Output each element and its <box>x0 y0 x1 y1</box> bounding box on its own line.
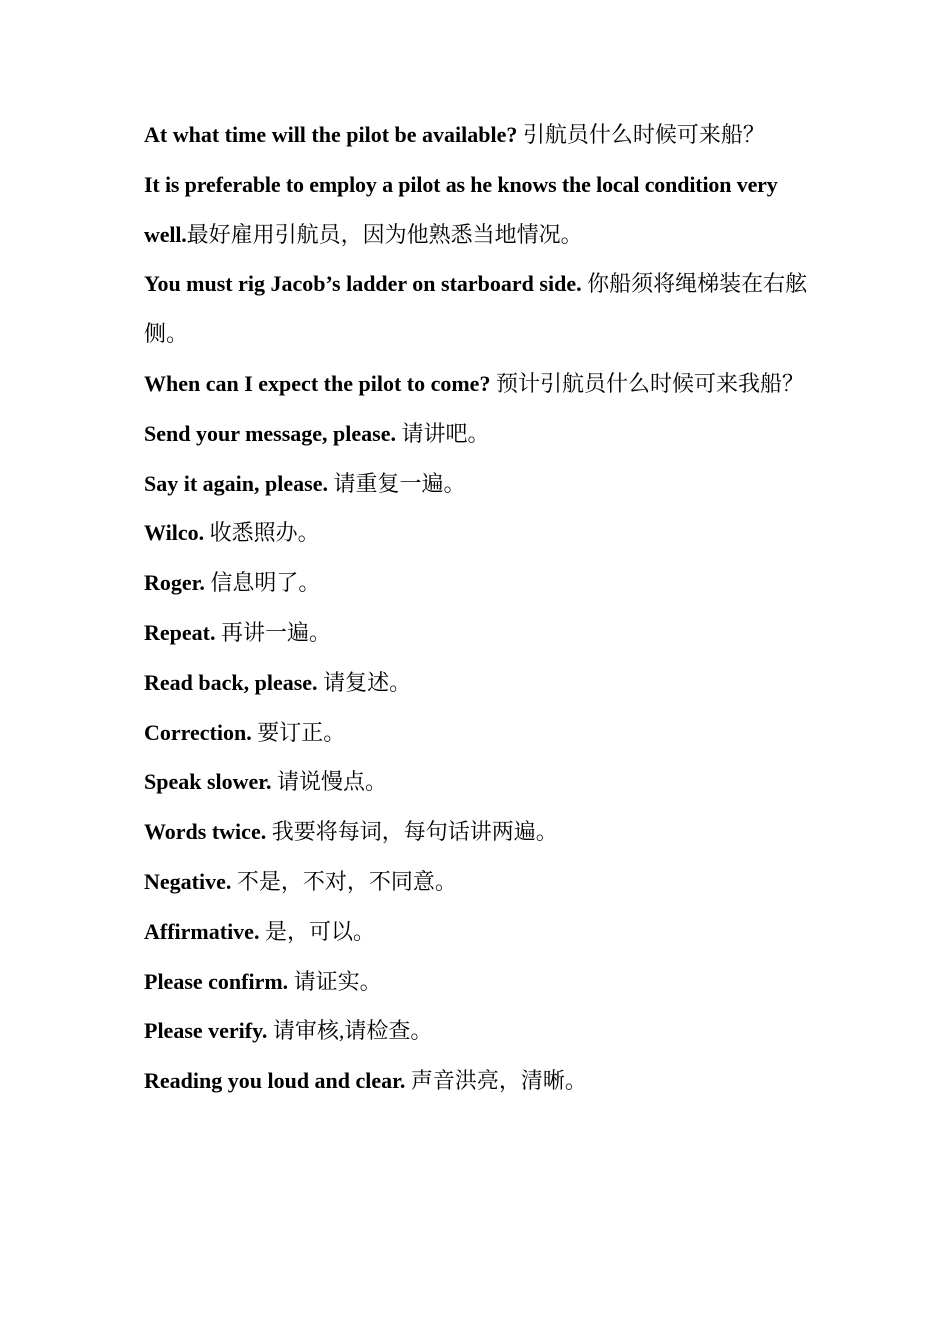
chinese-translation: 请审核,请检查。 <box>267 1018 433 1044</box>
english-phrase: It is preferable to employ a pilot as he knows the local condition very well. <box>144 171 778 247</box>
phrase-entry <box>144 857 812 907</box>
phrase-entry <box>144 658 812 708</box>
english-phrase: Please confirm. <box>144 968 289 994</box>
chinese-translation: 你船须将绳梯装在右舷侧。 <box>144 271 808 347</box>
english-phrase: Send your message, please. <box>144 420 396 446</box>
chinese-translation: 不是，不对，不同意。 <box>231 868 457 894</box>
phrase-list <box>144 110 812 1106</box>
phrase-entry <box>144 259 812 359</box>
english-phrase: Repeat. <box>144 619 216 645</box>
chinese-translation: 引航员什么时候可来船？ <box>517 122 765 147</box>
chinese-translation: 要订正。 <box>251 719 346 745</box>
phrase-entry <box>144 807 812 857</box>
chinese-translation: 请重复一遍。 <box>327 470 466 496</box>
english-phrase: Roger. <box>144 570 205 596</box>
phrase-entry <box>144 160 812 260</box>
english-phrase: Say it again, please. <box>144 470 328 496</box>
english-phrase: You must rig Jacob’s ladder on starboard side. <box>144 271 582 297</box>
chinese-translation: 最好雇用引航员，因为他熟悉当地情况。 <box>186 221 583 247</box>
phrase-entry <box>144 1006 812 1056</box>
english-phrase: Please verify. <box>144 1018 268 1044</box>
chinese-translation: 再讲一遍。 <box>215 619 331 645</box>
english-phrase: Words twice. <box>144 819 267 845</box>
phrase-entry <box>144 608 812 658</box>
chinese-translation: 请复述。 <box>317 669 412 695</box>
english-phrase: Speak slower. <box>144 769 272 795</box>
phrase-entry <box>144 907 812 957</box>
chinese-translation: 我要将每词，每句话讲两遍。 <box>266 819 558 845</box>
chinese-translation: 请说慢点。 <box>271 769 388 795</box>
english-phrase: Wilco. <box>144 520 205 546</box>
phrase-entry <box>144 757 812 807</box>
chinese-translation: 请证实。 <box>288 968 382 994</box>
chinese-translation: 信息明了。 <box>204 570 321 596</box>
english-phrase: Reading you loud and clear. <box>144 1068 406 1094</box>
english-phrase: Correction. <box>144 719 252 745</box>
phrase-entry <box>144 459 812 509</box>
chinese-translation: 收悉照办。 <box>204 520 320 546</box>
english-phrase: Read back, please. <box>144 669 318 695</box>
phrase-entry <box>144 508 812 558</box>
phrase-entry <box>144 957 812 1007</box>
phrase-entry <box>144 110 812 160</box>
phrase-entry <box>144 558 812 608</box>
phrase-entry <box>144 708 812 758</box>
english-phrase: When can I expect the pilot to come? <box>144 370 491 396</box>
phrase-entry <box>144 409 812 459</box>
phrase-entry <box>144 359 812 409</box>
chinese-translation: 声音洪亮，清晰。 <box>405 1068 587 1094</box>
english-phrase: Affirmative. <box>144 918 260 944</box>
chinese-translation: 请讲吧。 <box>396 420 490 446</box>
english-phrase: At what time will the pilot be available? <box>144 122 518 147</box>
phrase-entry <box>144 1056 812 1106</box>
chinese-translation: 预计引航员什么时候可来我船？ <box>490 370 804 396</box>
english-phrase: Negative. <box>144 868 232 894</box>
chinese-translation: 是，可以。 <box>259 918 375 944</box>
